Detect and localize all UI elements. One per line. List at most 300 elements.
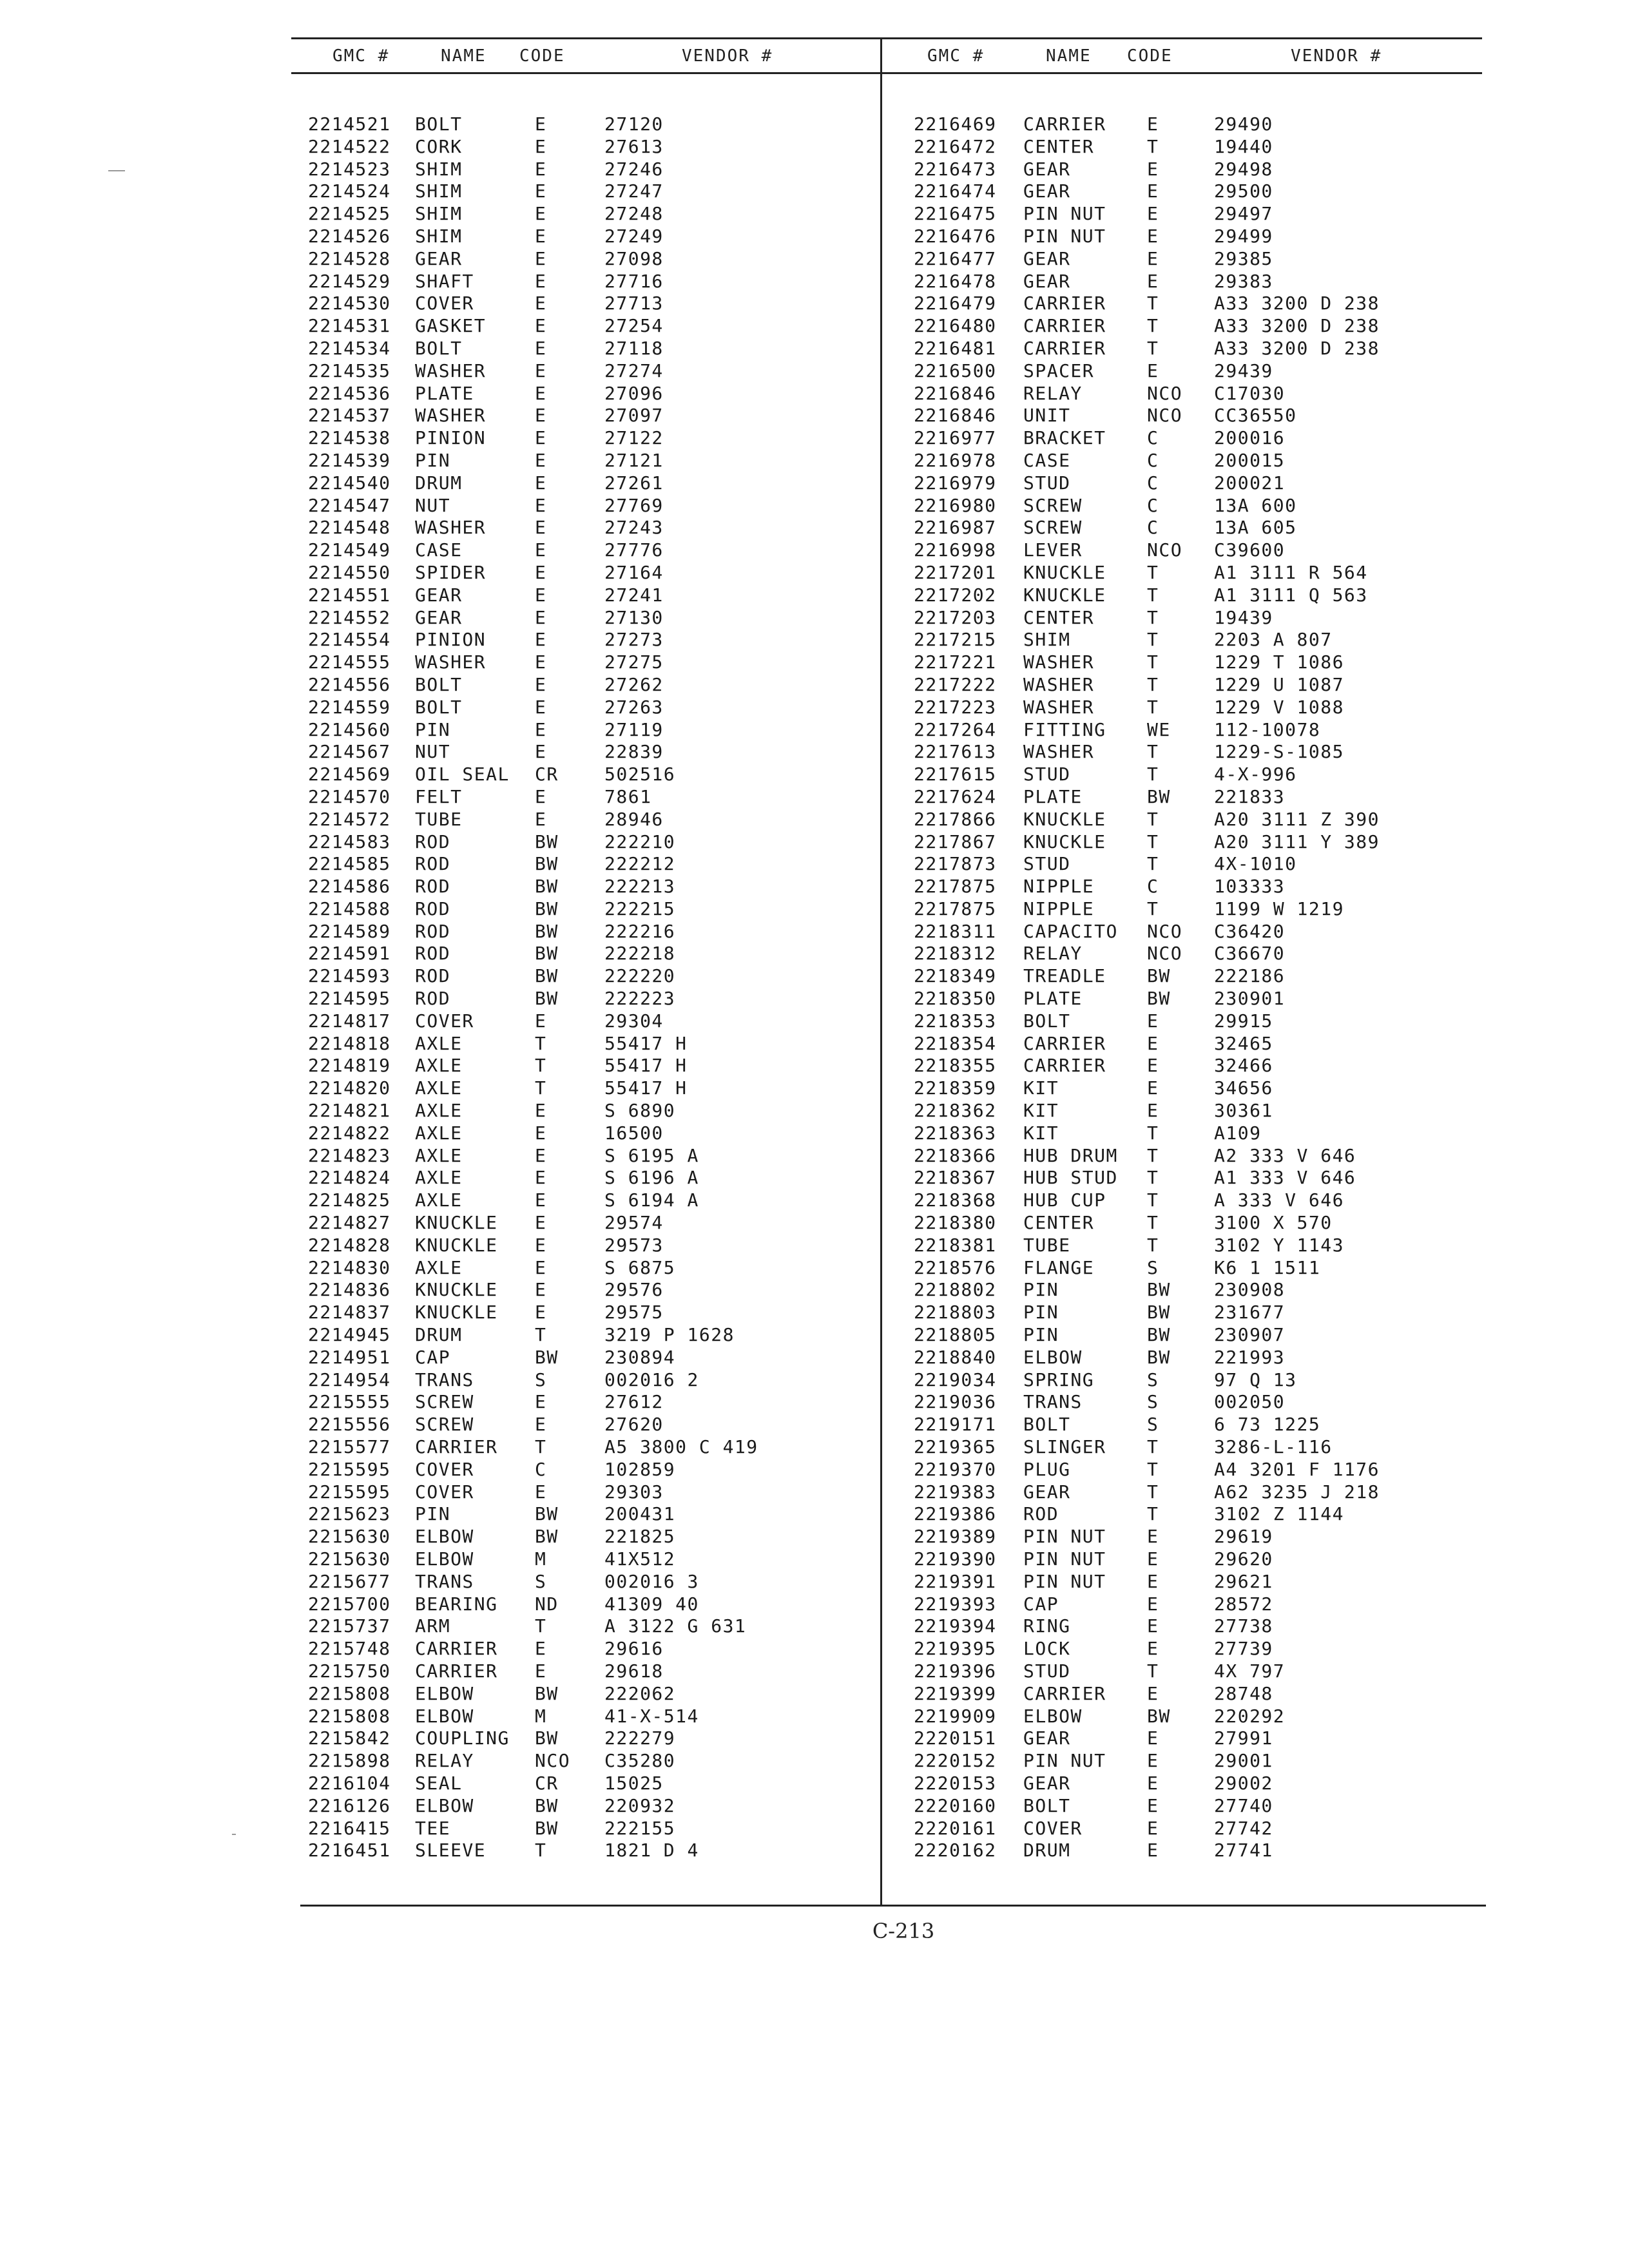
cell-name: AXLE bbox=[415, 1100, 463, 1122]
cell-gmc: 2220162 bbox=[914, 1840, 997, 1861]
cell-gmc: 2218380 bbox=[914, 1212, 997, 1234]
table-row bbox=[308, 764, 875, 786]
table-row bbox=[914, 1818, 1481, 1840]
cell-name: PIN NUT bbox=[1023, 1750, 1106, 1772]
table-row bbox=[308, 226, 875, 248]
cell-gmc: 2214555 bbox=[308, 651, 391, 673]
table-row bbox=[308, 1347, 875, 1369]
cell-name: CARRIER bbox=[1023, 315, 1106, 337]
cell-name: PIN bbox=[415, 449, 451, 471]
cell-code: E bbox=[535, 449, 547, 471]
cell-vendor: 1229 U 1087 bbox=[1214, 673, 1344, 695]
cell-code: BW bbox=[535, 1727, 559, 1749]
cell-gmc: 2216977 bbox=[914, 427, 997, 449]
cell-vendor: 13A 600 bbox=[1214, 494, 1297, 516]
table-row bbox=[914, 271, 1481, 293]
cell-name: WASHER bbox=[1023, 696, 1095, 718]
cell-code: NCO bbox=[1147, 920, 1183, 942]
cell-vendor: 200015 bbox=[1214, 449, 1286, 471]
cell-code: E bbox=[535, 180, 547, 202]
cell-gmc: 2217615 bbox=[914, 764, 997, 785]
cell-vendor: 200431 bbox=[604, 1503, 676, 1525]
cell-code: E bbox=[535, 247, 547, 269]
table-row bbox=[914, 1503, 1481, 1526]
cell-name: KNUCKLE bbox=[415, 1212, 498, 1234]
cell-name: WASHER bbox=[1023, 741, 1095, 763]
cell-gmc: 2214585 bbox=[308, 853, 391, 875]
cell-name: CARRIER bbox=[415, 1638, 498, 1660]
cell-gmc: 2214591 bbox=[308, 943, 391, 965]
cell-gmc: 2214595 bbox=[308, 988, 391, 1010]
cell-vendor: A1 3111 Q 563 bbox=[1214, 584, 1368, 606]
cell-gmc: 2219390 bbox=[914, 1548, 997, 1570]
cell-name: PIN NUT bbox=[1023, 203, 1106, 225]
cell-code: E bbox=[1147, 1615, 1159, 1637]
cell-code: BW bbox=[535, 1817, 559, 1839]
cell-name: CARRIER bbox=[1023, 1682, 1106, 1704]
cell-gmc: 2214837 bbox=[308, 1302, 391, 1323]
cell-name: ELBOW bbox=[1023, 1705, 1083, 1727]
cell-name: BOLT bbox=[415, 113, 463, 135]
table-row bbox=[308, 719, 875, 742]
table-row bbox=[308, 1818, 875, 1840]
cell-name: GEAR bbox=[1023, 1481, 1071, 1503]
cell-code: CR bbox=[535, 1772, 559, 1794]
table-row bbox=[914, 1481, 1481, 1504]
table-row bbox=[308, 831, 875, 854]
cell-vendor: 2203 A 807 bbox=[1214, 629, 1333, 651]
table-row bbox=[308, 674, 875, 697]
table-row bbox=[914, 1167, 1481, 1189]
cell-name: SPIDER bbox=[415, 561, 487, 583]
cell-gmc: 2218354 bbox=[914, 1032, 997, 1054]
cell-gmc: 2217875 bbox=[914, 876, 997, 898]
cell-code: E bbox=[1147, 1570, 1159, 1592]
cell-gmc: 2214818 bbox=[308, 1032, 391, 1054]
cell-vendor: 222216 bbox=[604, 920, 676, 942]
cell-name: PLATE bbox=[1023, 785, 1083, 807]
cell-vendor: 3219 P 1628 bbox=[604, 1324, 735, 1346]
cell-gmc: 2214586 bbox=[308, 876, 391, 898]
table-row bbox=[914, 383, 1481, 405]
table-row bbox=[308, 360, 875, 383]
cell-code: E bbox=[535, 158, 547, 180]
cell-vendor: 102859 bbox=[604, 1458, 676, 1480]
cell-name: SCREW bbox=[1023, 494, 1083, 516]
table-row bbox=[308, 1683, 875, 1706]
cell-name: SCREW bbox=[415, 1391, 474, 1413]
table-row bbox=[914, 315, 1481, 338]
table-row bbox=[308, 853, 875, 876]
table-row bbox=[914, 1055, 1481, 1077]
cell-code: E bbox=[535, 741, 547, 763]
cell-code: BW bbox=[535, 1794, 559, 1816]
table-row bbox=[308, 1235, 875, 1257]
cell-vendor: 27716 bbox=[604, 270, 664, 292]
cell-vendor: 112-10078 bbox=[1214, 718, 1321, 740]
cell-vendor: 103333 bbox=[1214, 876, 1286, 898]
cell-gmc: 2219370 bbox=[914, 1458, 997, 1480]
table-row bbox=[308, 876, 875, 898]
cell-name: GEAR bbox=[1023, 247, 1071, 269]
cell-vendor: 34656 bbox=[1214, 1077, 1273, 1099]
cell-name: BOLT bbox=[415, 673, 463, 695]
table-row bbox=[308, 809, 875, 831]
cell-code: T bbox=[1147, 831, 1159, 852]
cell-gmc: 2215898 bbox=[308, 1750, 391, 1772]
cell-name: CAP bbox=[415, 1346, 451, 1368]
cell-vendor: 222062 bbox=[604, 1682, 676, 1704]
cell-vendor: S 6196 A bbox=[604, 1167, 699, 1189]
cell-gmc: 2214570 bbox=[308, 785, 391, 807]
cell-gmc: 2216500 bbox=[914, 360, 997, 381]
table-row bbox=[308, 517, 875, 539]
cell-gmc: 2217215 bbox=[914, 629, 997, 651]
cell-code: E bbox=[535, 494, 547, 516]
cell-code: BW bbox=[535, 898, 559, 919]
cell-name: BOLT bbox=[1023, 1414, 1071, 1436]
cell-gmc: 2218802 bbox=[914, 1279, 997, 1301]
cell-vendor: 27776 bbox=[604, 539, 664, 561]
cell-gmc: 2216998 bbox=[914, 539, 997, 561]
cell-name: KNUCKLE bbox=[1023, 831, 1106, 852]
cell-code: E bbox=[1147, 1548, 1159, 1570]
table-row bbox=[914, 562, 1481, 584]
cell-vendor: 221833 bbox=[1214, 785, 1286, 807]
cell-vendor: 222212 bbox=[604, 853, 676, 875]
table-row bbox=[914, 1773, 1481, 1795]
cell-gmc: 2215750 bbox=[308, 1660, 391, 1682]
cell-code: T bbox=[1147, 293, 1159, 314]
cell-gmc: 2214529 bbox=[308, 270, 391, 292]
table-row bbox=[308, 1593, 875, 1616]
table-row bbox=[914, 629, 1481, 651]
cell-code: E bbox=[535, 673, 547, 695]
cell-gmc: 2216987 bbox=[914, 517, 997, 539]
left-column-header bbox=[291, 46, 880, 72]
table-row bbox=[914, 1615, 1481, 1638]
table-row bbox=[308, 584, 875, 607]
cell-code: ND bbox=[535, 1593, 559, 1615]
cell-vendor: 29616 bbox=[604, 1638, 664, 1660]
cell-name: GASKET bbox=[415, 315, 487, 337]
cell-code: E bbox=[1147, 158, 1159, 180]
cell-name: KIT bbox=[1023, 1122, 1059, 1144]
cell-vendor: 27620 bbox=[604, 1414, 664, 1436]
cell-name: PIN bbox=[415, 718, 451, 740]
cell-name: SLINGER bbox=[1023, 1436, 1106, 1458]
cell-code: C bbox=[1147, 449, 1159, 471]
cell-name: PLATE bbox=[415, 382, 474, 404]
column-divider bbox=[880, 37, 882, 1906]
cell-name: ROD bbox=[415, 988, 451, 1010]
cell-gmc: 2214536 bbox=[308, 382, 391, 404]
cell-gmc: 2218803 bbox=[914, 1302, 997, 1323]
cell-vendor: 231677 bbox=[1214, 1302, 1286, 1323]
cell-vendor: 4X 797 bbox=[1214, 1660, 1286, 1682]
cell-gmc: 2214559 bbox=[308, 696, 391, 718]
cell-vendor: A2 333 V 646 bbox=[1214, 1144, 1356, 1166]
cell-name: AXLE bbox=[415, 1032, 463, 1054]
table-row bbox=[914, 1459, 1481, 1481]
table-row bbox=[914, 203, 1481, 226]
cell-code: T bbox=[1147, 764, 1159, 785]
cell-gmc: 2214822 bbox=[308, 1122, 391, 1144]
cell-name: ELBOW bbox=[415, 1705, 474, 1727]
cell-gmc: 2219386 bbox=[914, 1503, 997, 1525]
cell-code: T bbox=[1147, 606, 1159, 628]
table-row bbox=[308, 1481, 875, 1504]
cell-name: TREADLE bbox=[1023, 965, 1106, 987]
table-row bbox=[308, 1727, 875, 1750]
cell-vendor: 27122 bbox=[604, 427, 664, 449]
header-vendor: VENDOR # bbox=[1291, 46, 1382, 66]
cell-gmc: 2215623 bbox=[308, 1503, 391, 1525]
cell-gmc: 2214522 bbox=[308, 135, 391, 157]
cell-name: PIN NUT bbox=[1023, 1548, 1106, 1570]
cell-code: E bbox=[535, 1414, 547, 1436]
cell-vendor: 27248 bbox=[604, 203, 664, 225]
table-row bbox=[308, 1615, 875, 1638]
table-row bbox=[308, 607, 875, 629]
cell-vendor: 27246 bbox=[604, 158, 664, 180]
table-row bbox=[914, 1145, 1481, 1168]
cell-gmc: 2217221 bbox=[914, 651, 997, 673]
table-row bbox=[308, 1279, 875, 1302]
cell-vendor: 27120 bbox=[604, 113, 664, 135]
cell-gmc: 2219394 bbox=[914, 1615, 997, 1637]
cell-vendor: 27261 bbox=[604, 472, 664, 494]
cell-gmc: 2218362 bbox=[914, 1100, 997, 1122]
table-row bbox=[914, 1571, 1481, 1593]
cell-vendor: S 6890 bbox=[604, 1100, 676, 1122]
cell-gmc: 2214560 bbox=[308, 718, 391, 740]
cell-name: AXLE bbox=[415, 1189, 463, 1211]
cell-vendor: 27740 bbox=[1214, 1794, 1273, 1816]
cell-gmc: 2214951 bbox=[308, 1346, 391, 1368]
cell-gmc: 2218576 bbox=[914, 1256, 997, 1278]
cell-code: BW bbox=[535, 853, 559, 875]
cell-code: E bbox=[1147, 113, 1159, 135]
table-row bbox=[914, 1727, 1481, 1750]
table-row bbox=[308, 1033, 875, 1055]
cell-name: BOLT bbox=[1023, 1794, 1071, 1816]
cell-name: PIN NUT bbox=[1023, 1570, 1106, 1592]
cell-code: T bbox=[1147, 853, 1159, 875]
table-row bbox=[308, 1548, 875, 1571]
cell-name: TUBE bbox=[1023, 1234, 1071, 1256]
cell-vendor: 7861 bbox=[604, 785, 652, 807]
cell-code: E bbox=[535, 1122, 547, 1144]
cell-vendor: 27742 bbox=[1214, 1817, 1273, 1839]
table-row bbox=[308, 1257, 875, 1280]
table-row bbox=[308, 1055, 875, 1077]
cell-vendor: 15025 bbox=[604, 1772, 664, 1794]
scan-mark bbox=[232, 1834, 236, 1835]
cell-name: ELBOW bbox=[415, 1548, 474, 1570]
table-row bbox=[308, 180, 875, 203]
cell-code: BW bbox=[535, 1346, 559, 1368]
cell-gmc: 2219395 bbox=[914, 1638, 997, 1660]
cell-code: E bbox=[535, 1660, 547, 1682]
cell-vendor: 29500 bbox=[1214, 180, 1273, 202]
cell-code: E bbox=[535, 1256, 547, 1278]
cell-gmc: 2217624 bbox=[914, 785, 997, 807]
cell-gmc: 2216978 bbox=[914, 449, 997, 471]
cell-vendor: A20 3111 Y 389 bbox=[1214, 831, 1380, 852]
table-row bbox=[914, 697, 1481, 719]
cell-vendor: A4 3201 F 1176 bbox=[1214, 1458, 1380, 1480]
table-row bbox=[308, 988, 875, 1010]
cell-gmc: 2214819 bbox=[308, 1055, 391, 1077]
cell-vendor: C36670 bbox=[1214, 943, 1286, 965]
cell-code: E bbox=[1147, 1772, 1159, 1794]
table-row bbox=[914, 876, 1481, 898]
cell-vendor: 222279 bbox=[604, 1727, 676, 1749]
cell-vendor: 29498 bbox=[1214, 158, 1273, 180]
table-row bbox=[308, 315, 875, 338]
table-row bbox=[308, 1369, 875, 1392]
header-vendor: VENDOR # bbox=[682, 46, 773, 66]
cell-vendor: 002016 3 bbox=[604, 1570, 699, 1592]
cell-code: C bbox=[1147, 517, 1159, 539]
cell-name: WASHER bbox=[1023, 673, 1095, 695]
cell-code: T bbox=[1147, 898, 1159, 919]
table-row bbox=[914, 719, 1481, 742]
cell-code: T bbox=[1147, 651, 1159, 673]
cell-name: BEARING bbox=[415, 1593, 498, 1615]
table-row bbox=[914, 450, 1481, 472]
cell-gmc: 2215737 bbox=[308, 1615, 391, 1637]
table-row bbox=[308, 741, 875, 764]
cell-name: HUB CUP bbox=[1023, 1189, 1106, 1211]
cell-name: GEAR bbox=[415, 247, 463, 269]
table-row bbox=[914, 1548, 1481, 1571]
cell-name: GEAR bbox=[1023, 270, 1071, 292]
cell-code: E bbox=[1147, 1817, 1159, 1839]
table-row bbox=[308, 1122, 875, 1145]
cell-vendor: 230907 bbox=[1214, 1324, 1286, 1346]
cell-vendor: 29576 bbox=[604, 1279, 664, 1301]
cell-name: KNUCKLE bbox=[415, 1302, 498, 1323]
cell-code: T bbox=[1147, 1481, 1159, 1503]
table-row bbox=[308, 1436, 875, 1459]
cell-name: ROD bbox=[415, 898, 451, 919]
cell-name: BRACKET bbox=[1023, 427, 1106, 449]
cell-code: E bbox=[535, 1391, 547, 1413]
cell-code: E bbox=[535, 1010, 547, 1032]
cell-name: AXLE bbox=[415, 1077, 463, 1099]
cell-vendor: 3100 X 570 bbox=[1214, 1212, 1333, 1234]
table-row bbox=[308, 450, 875, 472]
cell-vendor: 29618 bbox=[604, 1660, 664, 1682]
table-row bbox=[914, 1235, 1481, 1257]
cell-code: NCO bbox=[1147, 405, 1183, 427]
cell-code: T bbox=[1147, 696, 1159, 718]
cell-gmc: 2214945 bbox=[308, 1324, 391, 1346]
cell-vendor: 27164 bbox=[604, 561, 664, 583]
cell-code: BW bbox=[1147, 988, 1171, 1010]
table-row bbox=[914, 539, 1481, 562]
table-row bbox=[914, 786, 1481, 809]
cell-name: SHAFT bbox=[415, 270, 474, 292]
cell-code: E bbox=[535, 315, 547, 337]
cell-vendor: K6 1 1511 bbox=[1214, 1256, 1321, 1278]
table-row bbox=[914, 1683, 1481, 1706]
cell-vendor: 221993 bbox=[1214, 1346, 1286, 1368]
table-row bbox=[308, 562, 875, 584]
cell-gmc: 2214534 bbox=[308, 337, 391, 359]
cell-name: NUT bbox=[415, 494, 451, 516]
cell-gmc: 2214526 bbox=[308, 225, 391, 247]
cell-gmc: 2214583 bbox=[308, 831, 391, 852]
header-gmc: GMC # bbox=[927, 46, 985, 66]
table-row bbox=[914, 921, 1481, 943]
cell-code: T bbox=[1147, 1458, 1159, 1480]
cell-name: CARRIER bbox=[1023, 113, 1106, 135]
cell-code: BW bbox=[535, 988, 559, 1010]
cell-gmc: 2214567 bbox=[308, 741, 391, 763]
cell-gmc: 2214836 bbox=[308, 1279, 391, 1301]
cell-name: DRUM bbox=[1023, 1840, 1071, 1861]
cell-gmc: 2214550 bbox=[308, 561, 391, 583]
cell-code: T bbox=[1147, 1503, 1159, 1525]
cell-code: S bbox=[535, 1570, 547, 1592]
cell-gmc: 2218359 bbox=[914, 1077, 997, 1099]
table-row bbox=[308, 405, 875, 427]
cell-gmc: 2217873 bbox=[914, 853, 997, 875]
cell-gmc: 2214823 bbox=[308, 1144, 391, 1166]
cell-name: AXLE bbox=[415, 1167, 463, 1189]
cell-code: E bbox=[535, 1167, 547, 1189]
cell-code: E bbox=[1147, 1638, 1159, 1660]
cell-gmc: 2220161 bbox=[914, 1817, 997, 1839]
cell-code: E bbox=[535, 1302, 547, 1323]
cell-name: LOCK bbox=[1023, 1638, 1071, 1660]
table-row bbox=[308, 1459, 875, 1481]
cell-gmc: 2218840 bbox=[914, 1346, 997, 1368]
cell-name: CARRIER bbox=[415, 1436, 498, 1458]
cell-name: COVER bbox=[415, 1481, 474, 1503]
cell-vendor: A62 3235 J 218 bbox=[1214, 1481, 1380, 1503]
cell-code: E bbox=[1147, 1682, 1159, 1704]
cell-gmc: 2216451 bbox=[308, 1840, 391, 1861]
cell-code: BW bbox=[1147, 785, 1171, 807]
cell-gmc: 2215555 bbox=[308, 1391, 391, 1413]
cell-vendor: 27274 bbox=[604, 360, 664, 381]
table-row bbox=[914, 607, 1481, 629]
table-row bbox=[914, 1212, 1481, 1235]
cell-name: GEAR bbox=[1023, 1727, 1071, 1749]
cell-vendor: 27130 bbox=[604, 606, 664, 628]
cell-code: T bbox=[1147, 135, 1159, 157]
cell-name: CARRIER bbox=[1023, 1032, 1106, 1054]
cell-name: ROD bbox=[415, 920, 451, 942]
cell-code: BW bbox=[535, 965, 559, 987]
cell-code: E bbox=[1147, 1750, 1159, 1772]
cell-vendor: 27249 bbox=[604, 225, 664, 247]
cell-gmc: 2214547 bbox=[308, 494, 391, 516]
table-row bbox=[308, 495, 875, 517]
cell-vendor: 002050 bbox=[1214, 1391, 1286, 1413]
cell-name: AXLE bbox=[415, 1122, 463, 1144]
cell-name: NIPPLE bbox=[1023, 898, 1095, 919]
cell-code: E bbox=[535, 270, 547, 292]
cell-name: ELBOW bbox=[415, 1794, 474, 1816]
cell-name: RELAY bbox=[1023, 943, 1083, 965]
cell-gmc: 2214523 bbox=[308, 158, 391, 180]
cell-gmc: 2214540 bbox=[308, 472, 391, 494]
